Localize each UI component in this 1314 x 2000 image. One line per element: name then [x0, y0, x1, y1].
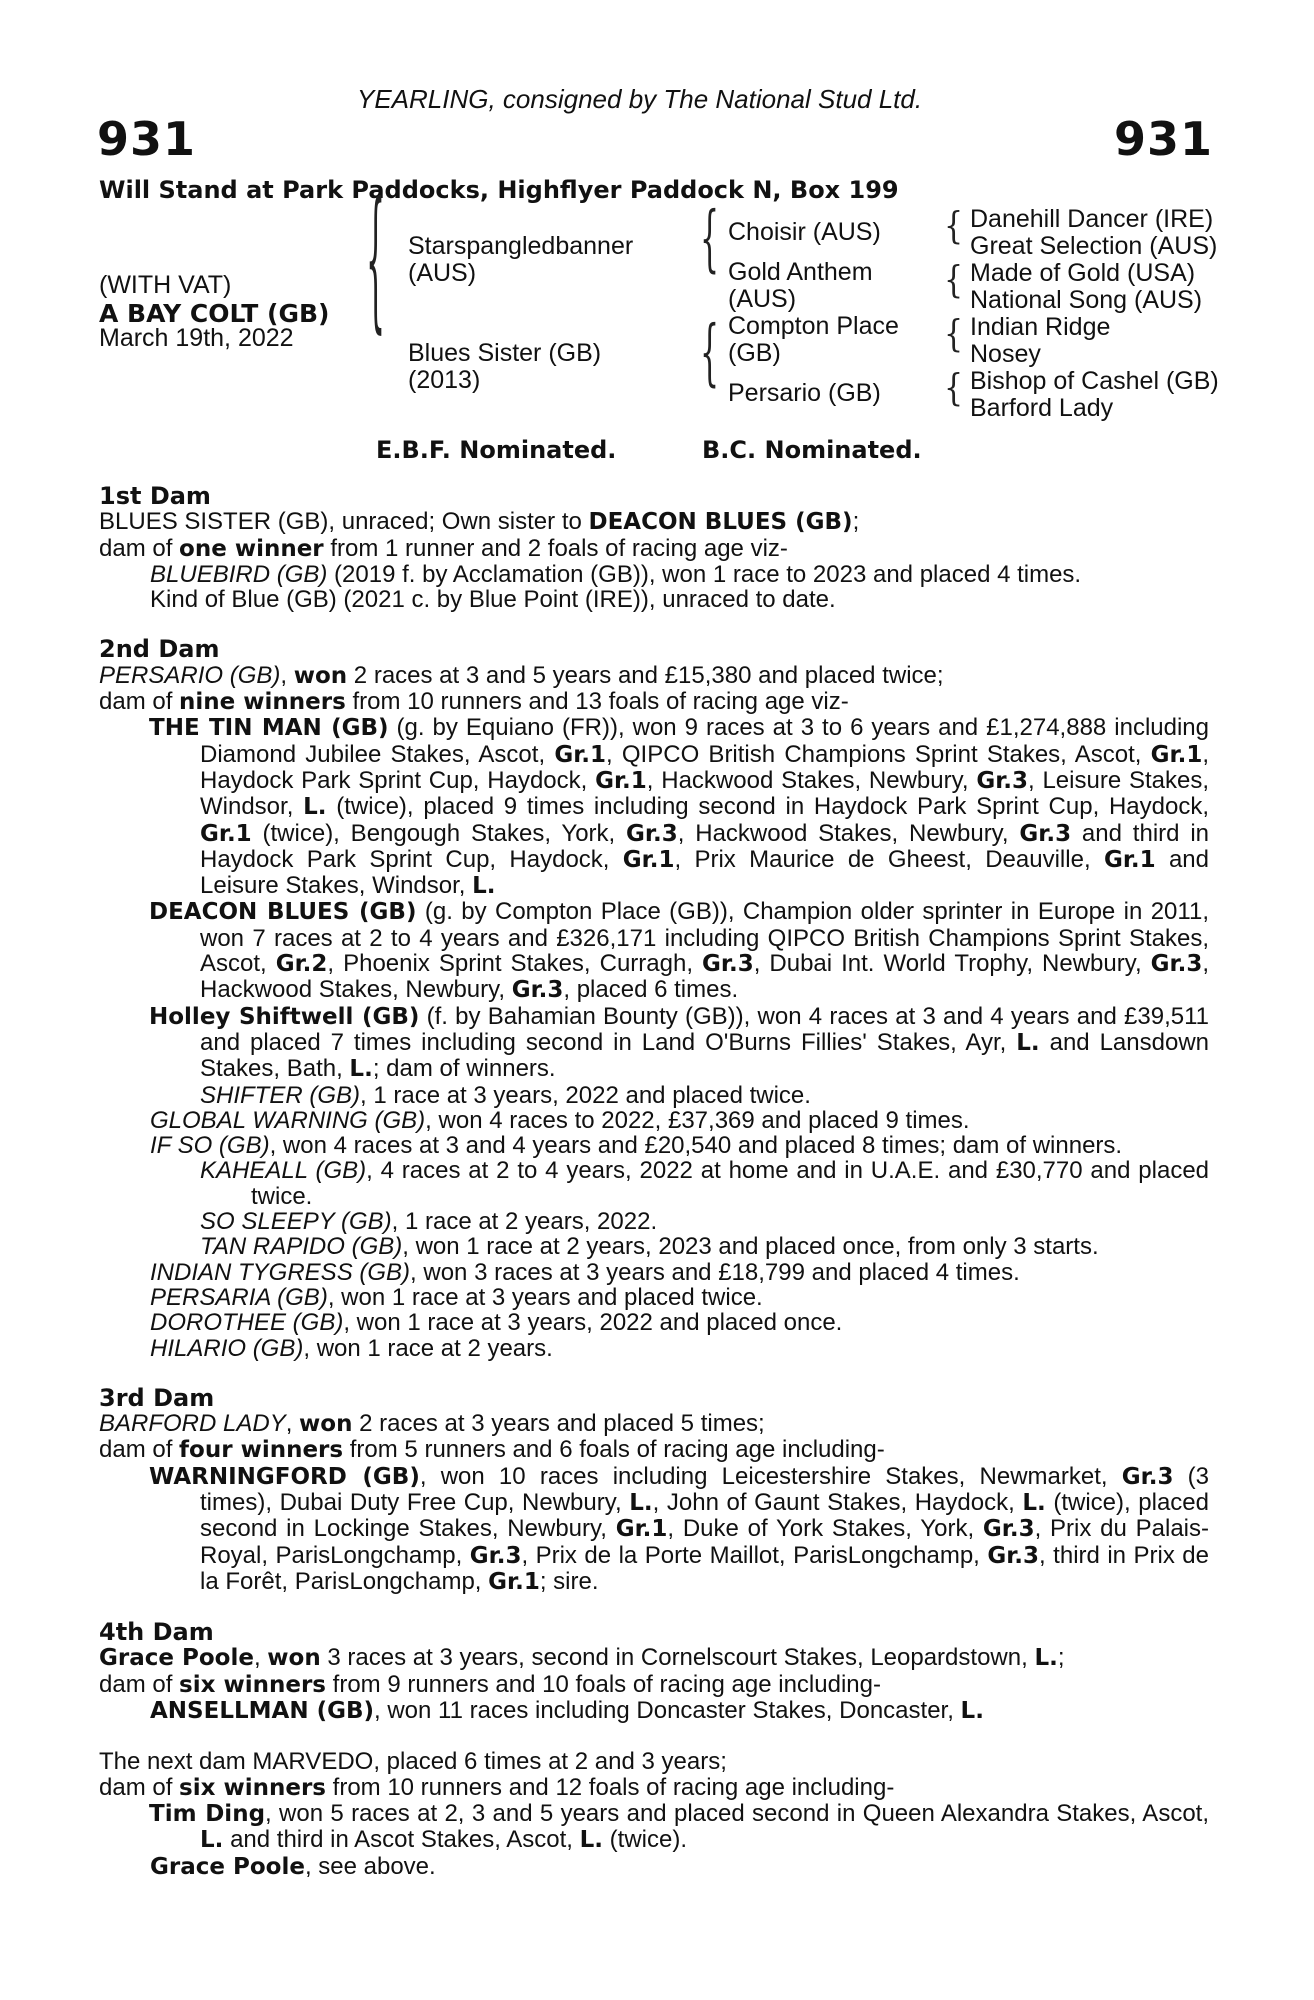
text: , Prix de la Porte Maillot, ParisLongchamp, [521, 1541, 988, 1569]
text: , QIPCO British Champions Sprint Stakes, Ascot, [606, 740, 1151, 768]
lot-number-right: 931 [1114, 112, 1214, 166]
brace-g3-1: { [944, 204, 964, 249]
text: , [280, 661, 294, 689]
text: , won 3 races at 3 years and £18,799 and placed 4 times. [410, 1258, 1020, 1286]
stable-location: Will Stand at Park Paddocks, Highflyer Paddock N, Box 199 [99, 176, 899, 204]
brace-gen1: { [366, 173, 386, 352]
grade: Gr.3 [1121, 1463, 1174, 1490]
grade: Gr.3 [1150, 951, 1203, 978]
text: , Hackwood Stakes, Newbury, [646, 766, 977, 794]
text: from 9 runners and 10 foals of racing age including- [325, 1670, 881, 1698]
text: , Prix du Palais-Royal, ParisLongchamp, [200, 1515, 1209, 1569]
g3-1: Danehill Dancer (IRE) [970, 205, 1214, 233]
text: ; dam of winners. [372, 1055, 556, 1083]
runner-name: Holley Shiftwell (GB) [149, 1003, 420, 1030]
grade: L. [960, 1698, 984, 1725]
vat-note: (WITH VAT) [99, 271, 232, 299]
g3-4: National Song (AUS) [970, 286, 1203, 314]
produce-entry [99, 1260, 1209, 1285]
text: , see above. [304, 1852, 436, 1880]
winners-count: six winners [179, 1774, 326, 1801]
grandproduce-entry [99, 1083, 1209, 1108]
grade: L. [200, 1827, 224, 1854]
grade: L. [1016, 1029, 1040, 1056]
text: , Leisure Stakes, Windsor, [200, 766, 1209, 821]
winners-count: six winners [179, 1671, 326, 1698]
text: (twice), placed 9 times including second in Haydock Park Sprint Cup, Haydock, [326, 793, 1210, 821]
text: dam of [99, 1773, 180, 1801]
consignor-line: YEARLING, consigned by The National Stud Ltd. [357, 84, 923, 114]
text: 3 races at 3 years, second in Cornelscourt Stakes, Leopardstown, [320, 1644, 1035, 1672]
produce-entry-ansellman [99, 1698, 1209, 1724]
grade: Gr.1 [1103, 846, 1156, 873]
grade: L. [349, 1056, 373, 1083]
catalogue-body [99, 484, 1209, 1880]
ebf-nomination: E.B.F. Nominated. [376, 436, 617, 464]
won-label: won [293, 662, 348, 689]
g3-7: Bishop of Cashel (GB) [970, 367, 1219, 395]
produce-entry: Kind of Blue (GB) (2021 c. by Blue Point (IRE)), unraced to date. [150, 586, 836, 614]
text: ; [852, 508, 860, 536]
produce-entry-grace-poole [99, 1854, 1209, 1880]
bold-name: DEACON BLUES (GB) [588, 509, 853, 536]
second-dam-title: 2nd Dam [99, 635, 220, 664]
fourth-dam-line [99, 1645, 1209, 1671]
third-dam-title: 3rd Dam [99, 1383, 215, 1412]
text: , Duke of York Stakes, York, [667, 1515, 983, 1543]
first-dam-title: 1st Dam [99, 482, 211, 510]
text: , Prix Maurice de Gheest, Deauville, [674, 845, 1104, 873]
winners-count: four winners [179, 1437, 344, 1464]
runner-name: DEACON BLUES (GB) [149, 899, 417, 926]
runner-name: DOROTHEE (GB) [150, 1309, 344, 1337]
sire-name [408, 233, 633, 287]
text: , won 4 races to 2022, £37,369 and placed 9 times. [425, 1106, 970, 1134]
text: 2 races at 3 years and placed 5 times; [352, 1410, 765, 1438]
grade: Gr.3 [982, 1516, 1035, 1543]
produce-entry-holley-shiftwell [99, 1004, 1209, 1083]
foaling-date: March 19th, 2022 [99, 324, 294, 352]
brace-g3-2: { [944, 258, 964, 303]
produce-entry [99, 1285, 1209, 1310]
won-label: won [267, 1645, 321, 1672]
grade: Gr.3 [1019, 820, 1072, 847]
text: from 10 runners and 12 foals of racing age including- [325, 1773, 895, 1801]
fourth-dam-produce-summary [99, 1672, 1209, 1698]
text: , Dubai Int. World Trophy, Newbury, [753, 950, 1151, 978]
text: , 1 race at 2 years, 2022. [391, 1208, 658, 1236]
text: (twice), Bengough Stakes, York, [251, 819, 627, 847]
brace-dam: { [700, 311, 720, 396]
text: , [253, 1644, 268, 1672]
g3-8: Barford Lady [970, 394, 1114, 422]
grade: Gr.3 [511, 977, 564, 1004]
grade: L. [629, 1489, 653, 1516]
text: (twice). [603, 1826, 688, 1854]
text: , Hackwood Stakes, Newbury, [677, 819, 1020, 847]
sire-line2: (AUS) [408, 259, 477, 287]
grade: Gr.1 [1150, 741, 1203, 768]
runner-name: THE TIN MAN (GB) [149, 715, 389, 742]
produce-entry-deacon-blues [99, 899, 1209, 1003]
text: from 5 runners and 6 foals of racing age including- [343, 1436, 885, 1464]
grade: L. [1022, 1489, 1046, 1516]
text: from 1 runner and 2 foals of racing age viz- [323, 534, 788, 562]
text: , 1 race at 3 years, 2022 and placed twice. [360, 1081, 811, 1109]
text: , [285, 1410, 300, 1438]
produce-entry [99, 1133, 1209, 1158]
next-dam-produce-summary [99, 1775, 1209, 1801]
g3-5: Indian Ridge [970, 313, 1111, 341]
text: dam of [99, 1436, 180, 1464]
grandproduce-entry [99, 1209, 1209, 1234]
next-dam-line: The next dam MARVEDO, placed 6 times at 2 and 3 years; [99, 1748, 727, 1776]
text: , won 1 race at 2 years. [303, 1334, 553, 1362]
first-dam-produce-summary [99, 536, 1209, 562]
runner-name: WARNINGFORD (GB) [149, 1463, 420, 1490]
grade: Gr.1 [595, 767, 647, 794]
grade: Gr.3 [976, 767, 1028, 794]
second-dam-line [99, 663, 1209, 689]
text: and Leisure Stakes, Windsor, [200, 845, 1209, 900]
text: (3 times), Dubai Duty Free Cup, Newbury, [200, 1462, 1209, 1516]
grade: Gr.1 [615, 1516, 668, 1543]
third-dam-line [99, 1411, 1209, 1437]
runner-name: GLOBAL WARNING (GB) [150, 1106, 426, 1134]
dam-name: PERSARIO (GB) [99, 661, 281, 689]
grade: Gr.1 [554, 741, 607, 768]
grade: Gr.2 [275, 951, 328, 978]
g3-2: Great Selection (AUS) [970, 232, 1218, 260]
g3-6: Nosey [970, 340, 1041, 368]
text: dam of [99, 534, 180, 562]
text: and third in Ascot Stakes, Ascot, [223, 1826, 580, 1854]
grade: Gr.3 [469, 1542, 522, 1569]
dam-sire-line2: (GB) [728, 339, 781, 367]
second-dam-produce-summary [99, 689, 1209, 715]
bc-nomination: B.C. Nominated. [702, 436, 922, 464]
text: and Lansdown Stakes, Bath, [200, 1028, 1210, 1083]
text: dam of [99, 688, 180, 716]
text: , won 10 races including Leicestershire Stakes, Newmarket, [419, 1462, 1122, 1490]
sire-sire: Choisir (AUS) [728, 218, 881, 246]
grade: Gr.3 [987, 1542, 1040, 1569]
dam-dam: Persario (GB) [728, 379, 881, 407]
text: , won 1 race at 3 years, 2022 and placed once. [343, 1309, 843, 1337]
text: , Haydock Park Sprint Cup, Haydock, [200, 740, 1209, 794]
produce-entry [99, 562, 1209, 587]
runner-name: Grace Poole [150, 1853, 305, 1880]
brace-g3-4: { [944, 366, 964, 411]
lot-number-left: 931 [97, 112, 197, 166]
winners-count: one winner [179, 535, 324, 562]
produce-entry [99, 1310, 1209, 1335]
runner-name: Tim Ding [149, 1800, 266, 1827]
grade: L. [579, 1827, 604, 1854]
text: (2019 f. by Acclamation (GB)), won 1 race to 2023 and placed 4 times. [327, 560, 1082, 588]
text: , won 5 races at 2, 3 and 5 years and placed second in Queen Alexandra Stakes, Ascot, [265, 1799, 1209, 1827]
grade: Gr.1 [200, 820, 252, 847]
grade: Gr.1 [622, 846, 675, 873]
text: , won 1 race at 2 years, 2023 and placed once, from only 3 starts. [402, 1233, 1099, 1261]
produce-entry [99, 1336, 1209, 1361]
text: , won 4 races at 3 and 4 years and £20,540 and placed 8 times; dam of winners. [269, 1132, 1123, 1160]
sire-dam-line2: (AUS) [728, 285, 797, 313]
produce-entry [99, 1108, 1209, 1133]
runner-name: SO SLEEPY (GB) [200, 1208, 392, 1236]
text: , unraced; Own sister to [328, 508, 589, 536]
dam-name [408, 340, 601, 394]
runner-name: ANSELLMAN (GB) [150, 1698, 375, 1725]
runner-name: INDIAN TYGRESS (GB) [150, 1258, 411, 1286]
text: and third in Haydock Park Sprint Cup, Haydock, [200, 819, 1209, 873]
grade: Gr.1 [488, 1568, 540, 1595]
runner-name: KAHEALL (GB) [200, 1157, 367, 1185]
dam-line2: (2013) [408, 366, 481, 394]
dam-sire [728, 313, 899, 367]
horse-name: A BAY COLT (GB) [99, 299, 330, 328]
produce-entry-tim-ding [99, 1801, 1209, 1854]
won-label: won [299, 1411, 353, 1438]
text: ; sire. [539, 1567, 599, 1595]
text: , John of Gaunt Stakes, Haydock, [652, 1488, 1023, 1516]
text: , won 11 races including Doncaster Stakes, Doncaster, [374, 1697, 961, 1725]
produce-entry-warningford [99, 1464, 1209, 1595]
winners-count: nine winners [179, 689, 346, 716]
runner-name: SHIFTER (GB) [200, 1081, 360, 1109]
third-dam-produce-summary [99, 1437, 1209, 1463]
sire-dam [728, 259, 873, 313]
text: , Phoenix Sprint Stakes, Curragh, [327, 950, 703, 978]
text: , placed 6 times. [563, 976, 739, 1004]
runner-name: IF SO (GB) [150, 1132, 270, 1160]
grandproduce-entry [99, 1234, 1209, 1259]
produce-entry-the-tin-man [99, 715, 1209, 899]
grandproduce-entry [99, 1158, 1209, 1209]
runner-name: TAN RAPIDO (GB) [200, 1233, 403, 1261]
grade: L. [303, 794, 327, 821]
runner-name: HILARIO (GB) [150, 1334, 304, 1362]
dam-name: Grace Poole [99, 1645, 254, 1672]
text: from 10 runners and 13 foals of racing age viz- [345, 688, 849, 716]
brace-sire: { [700, 197, 720, 282]
text: , third in Prix de la Forêt, ParisLongchamp, [200, 1541, 1210, 1595]
text: dam of [99, 1670, 180, 1698]
grade: Gr.3 [702, 951, 754, 978]
grade: Gr.3 [626, 820, 678, 847]
brace-g3-3: { [944, 312, 964, 357]
grade: L. [472, 873, 496, 900]
dam-line1: Blues Sister (GB) [408, 339, 602, 367]
runner-name: PERSARIA (GB) [150, 1283, 328, 1311]
grade: L. [1034, 1645, 1058, 1672]
text: 2 races at 3 and 5 years and £15,380 and placed twice; [347, 661, 944, 689]
text: (twice), placed second in Lockinge Stakes, Newbury, [200, 1488, 1209, 1543]
text: , won 1 race at 3 years and placed twice. [327, 1283, 763, 1311]
sire-line1: Starspangledbanner [408, 232, 634, 260]
text: , Hackwood Stakes, Newbury, [200, 950, 1209, 1004]
text: (g. by Equiano (FR)), won 9 races at 3 to 6 years and £1,274,888 including Diamond Jubilee Stakes, Ascot, [200, 714, 1209, 768]
text: ; [1057, 1644, 1065, 1672]
text: , 4 races at 2 to 4 years, 2022 at home and in U.A.E. and £30,770 and placed twice. [251, 1157, 1210, 1210]
dam-name: BLUES SISTER (GB) [99, 508, 329, 536]
dam-name: BARFORD LADY [99, 1410, 286, 1438]
text: (f. by Bahamian Bounty (GB)), won 4 races at 3 and 4 years and £39,511 and placed 7 times including second in Land O'Burns Fillies' Stakes, Ayr, [200, 1002, 1210, 1056]
dam-sire-line1: Compton Place [728, 312, 899, 340]
sire-dam-line1: Gold Anthem [728, 258, 873, 286]
g3-3: Made of Gold (USA) [970, 259, 1196, 287]
runner-name: BLUEBIRD (GB) [150, 560, 328, 588]
fourth-dam-title: 4th Dam [99, 1618, 214, 1647]
first-dam-line [99, 509, 1209, 535]
text: (g. by Compton Place (GB)), Champion older sprinter in Europe in 2011, won 7 races at 2 to 4 years and £326,171 including QIPCO British Champions Sprint Stakes, Ascot, [200, 898, 1209, 978]
